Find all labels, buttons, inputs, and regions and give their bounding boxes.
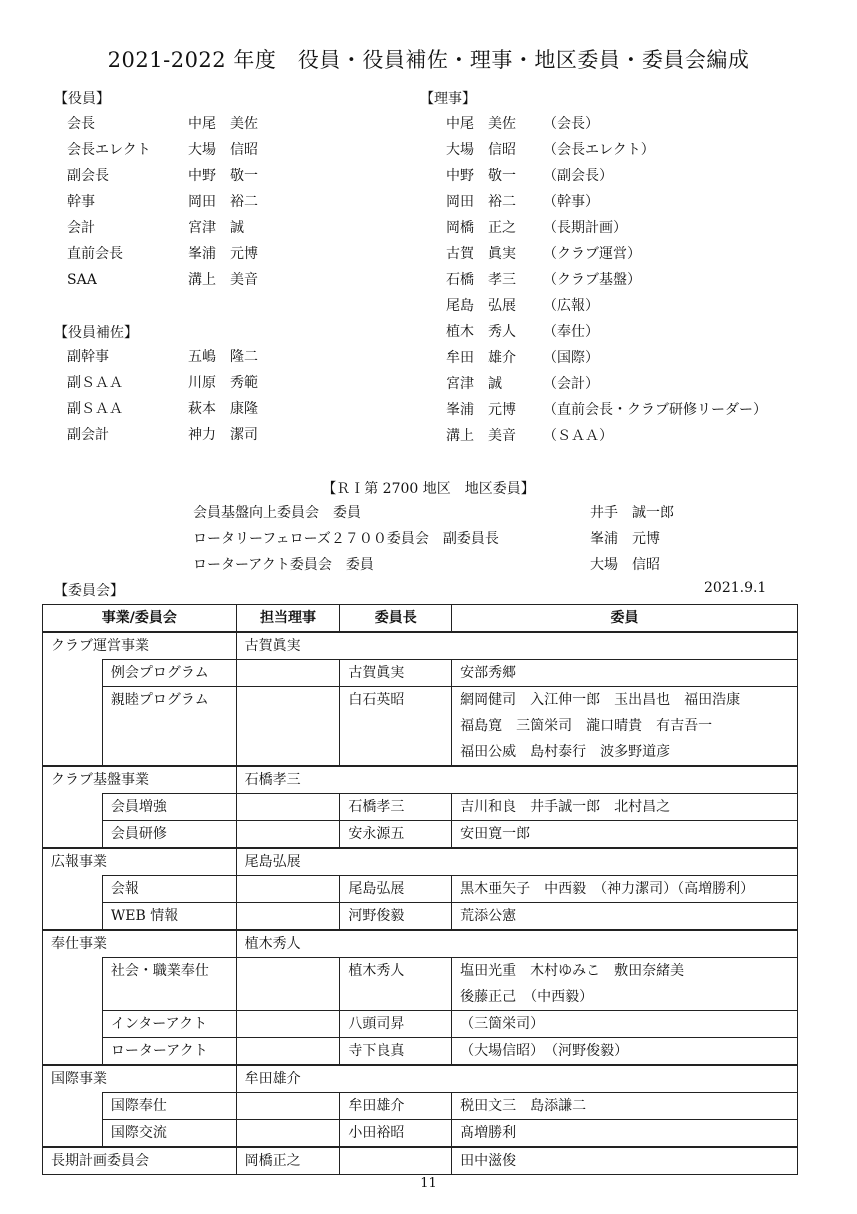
- district-committee: ロータリーフェローズ２７００委員会 副委員長: [193, 531, 499, 547]
- director-name: 大場 信昭: [446, 142, 516, 158]
- assistant-row: [67, 422, 367, 448]
- sub-members: [452, 821, 798, 849]
- director-name: 宮津 誠: [446, 376, 502, 392]
- director-note: （会計）: [543, 376, 599, 392]
- assistant-row: [67, 344, 367, 370]
- director-name: 中野 敬一: [446, 168, 516, 184]
- member-line: 安田寛一郎: [460, 826, 531, 842]
- director-row: [446, 137, 826, 163]
- sub-director: [236, 794, 340, 821]
- member-line: 福島寛 三箇栄司 瀧口晴貴 有吉吾一: [460, 718, 713, 734]
- director-name: 中尾 美佐: [446, 116, 516, 132]
- group-director: 石橋孝三: [236, 766, 797, 794]
- directors-heading: 【理事】: [420, 91, 476, 107]
- member-line: 塩田光重 木村ゆみこ 敷田奈緒美: [460, 963, 685, 979]
- sub-chair: 寺下良真: [340, 1038, 452, 1066]
- director-note: （クラブ基盤）: [543, 272, 641, 288]
- assistant-name: 萩本 康隆: [188, 401, 258, 417]
- page-title: 2021-2022 年度 役員・役員補佐・理事・地区委員・委員会編成: [107, 48, 750, 72]
- committee-sub-row: [43, 1011, 798, 1038]
- director-row: [446, 189, 826, 215]
- sub-chair: 牟田雄介: [340, 1093, 452, 1120]
- member-line: 田中滋俊: [460, 1153, 517, 1169]
- committee-sub-row: [43, 794, 798, 821]
- officer-name: 峯浦 元博: [188, 246, 258, 262]
- assistant-role: 副ＳＡＡ: [67, 401, 123, 417]
- header-director: 担当理事: [236, 605, 340, 633]
- sub-chair: 尾島弘展: [340, 876, 452, 903]
- sub-chair: 石橋孝三: [340, 794, 452, 821]
- assistant-row: [67, 370, 367, 396]
- director-name: 岡田 裕二: [446, 194, 516, 210]
- director-row: [446, 397, 826, 423]
- director-note: （会長）: [543, 116, 599, 132]
- director-name: 牟田 雄介: [446, 350, 516, 366]
- officer-role: SAA: [67, 272, 97, 288]
- officer-name: 中野 敬一: [188, 168, 258, 184]
- sub-name: 親睦プログラム: [102, 687, 236, 767]
- header-chair: 委員長: [340, 605, 452, 633]
- sub-members: [452, 903, 798, 931]
- indent-cell: [43, 821, 103, 849]
- sub-members: [452, 876, 798, 903]
- indent-cell: [43, 1038, 103, 1066]
- assistant-role: 副ＳＡＡ: [67, 375, 123, 391]
- member-line: 荒添公憲: [460, 908, 517, 924]
- assistant-role: 副幹事: [67, 349, 109, 365]
- sub-members: [452, 1120, 798, 1148]
- sub-name: ローターアクト: [102, 1038, 236, 1066]
- officer-row: [67, 189, 367, 215]
- director-name: 石橋 孝三: [446, 272, 516, 288]
- director-row: [446, 293, 826, 319]
- committees-heading: 【委員会】: [54, 583, 124, 599]
- sub-members: [452, 1038, 798, 1066]
- director-note: （国際）: [543, 350, 599, 366]
- director-row: [446, 319, 826, 345]
- committee-group-row: [43, 632, 798, 660]
- member-line: 網岡健司 入江伸一郎 玉出昌也 福田浩康: [460, 692, 741, 708]
- assistant-row: [67, 396, 367, 422]
- committee-last-row: [43, 1147, 798, 1175]
- committee-group-row: [43, 766, 798, 794]
- director-name: 古賀 眞実: [446, 246, 516, 262]
- sub-members: [452, 794, 798, 821]
- last-chair: [340, 1147, 452, 1175]
- indent-cell: [43, 958, 103, 1011]
- committee-group-row: [43, 930, 798, 958]
- sub-members: [452, 1011, 798, 1038]
- district-row: [193, 552, 693, 578]
- director-note: （広報）: [543, 298, 599, 314]
- officer-row: [67, 215, 367, 241]
- director-name: 峯浦 元博: [446, 402, 516, 418]
- assistant-name: 川原 秀範: [188, 375, 258, 391]
- committee-sub-row: [43, 903, 798, 931]
- officer-row: [67, 241, 367, 267]
- sub-members: [452, 1093, 798, 1120]
- sub-director: [236, 660, 340, 687]
- director-row: [446, 215, 826, 241]
- committee-sub-row: [43, 958, 798, 1011]
- sub-director: [236, 821, 340, 849]
- officer-row: [67, 111, 367, 137]
- director-note: （直前会長・クラブ研修リーダー）: [543, 402, 767, 418]
- committee-table: [42, 604, 798, 1175]
- director-note: （副会長）: [543, 168, 613, 184]
- member-line: 福田公威 島村泰行 波多野道彦: [460, 744, 671, 760]
- sub-name: 国際奉仕: [102, 1093, 236, 1120]
- member-line: （三箇栄司）: [460, 1016, 545, 1032]
- director-note: （幹事）: [543, 194, 599, 210]
- committee-sub-row: [43, 1093, 798, 1120]
- member-line: 税田文三 島添謙二: [460, 1098, 587, 1114]
- assistant-name: 五嶋 隆二: [188, 349, 258, 365]
- director-note: （会長エレクト）: [543, 142, 655, 158]
- committee-sub-row: [43, 1120, 798, 1148]
- officer-name: 溝上 美音: [188, 272, 258, 288]
- committee-group-row: [43, 848, 798, 876]
- director-row: [446, 267, 826, 293]
- group-director: 尾島弘展: [236, 848, 797, 876]
- officer-role: 会長: [67, 116, 95, 132]
- committee-group-row: [43, 1065, 798, 1093]
- member-line: 安部秀郷: [460, 665, 517, 681]
- header-members: 委員: [452, 605, 798, 633]
- member-line: 後藤正己 （中西毅）: [460, 989, 594, 1005]
- district-name: 大場 信昭: [590, 557, 660, 573]
- sub-director: [236, 1011, 340, 1038]
- officer-role: 副会長: [67, 168, 109, 184]
- director-note: （ＳＡＡ）: [543, 428, 613, 444]
- sub-name: 会報: [102, 876, 236, 903]
- director-note: （奉仕）: [543, 324, 599, 340]
- committee-sub-row: [43, 660, 798, 687]
- committee-sub-row: [43, 876, 798, 903]
- sub-chair: 古賀眞実: [340, 660, 452, 687]
- sub-chair: 八頭司昇: [340, 1011, 452, 1038]
- officer-role: 会計: [67, 220, 95, 236]
- officer-name: 宮津 誠: [188, 220, 244, 236]
- committee-sub-row: [43, 687, 798, 767]
- sub-chair: 安永源五: [340, 821, 452, 849]
- sub-name: 会員増強: [102, 794, 236, 821]
- district-name: 峯浦 元博: [590, 531, 660, 547]
- group-name: 奉仕事業: [43, 930, 237, 958]
- director-note: （クラブ運営）: [543, 246, 641, 262]
- director-row: [446, 371, 826, 397]
- sub-director: [236, 1120, 340, 1148]
- indent-cell: [43, 1093, 103, 1120]
- director-row: [446, 111, 826, 137]
- indent-cell: [43, 1011, 103, 1038]
- header-committee: 事業/委員会: [43, 605, 237, 633]
- sub-director: [236, 876, 340, 903]
- last-members: [452, 1147, 798, 1175]
- director-row: [446, 345, 826, 371]
- member-line: （大場信昭） （河野俊毅）: [460, 1043, 629, 1059]
- district-heading: 【ＲＩ第 2700 地区 地区委員】: [322, 481, 535, 497]
- indent-cell: [43, 794, 103, 821]
- assistant-name: 神力 潔司: [188, 427, 258, 443]
- sub-chair: 小田裕昭: [340, 1120, 452, 1148]
- district-committee: ローターアクト委員会 委員: [193, 557, 374, 573]
- sub-name: 国際交流: [102, 1120, 236, 1148]
- indent-cell: [43, 876, 103, 903]
- district-row: [193, 500, 693, 526]
- assistant-role: 副会計: [67, 427, 109, 443]
- group-name: クラブ運営事業: [43, 632, 237, 660]
- indent-cell: [43, 1120, 103, 1148]
- district-row: [193, 526, 693, 552]
- officer-name: 大場 信昭: [188, 142, 258, 158]
- director-row: [446, 241, 826, 267]
- sub-name: 会員研修: [102, 821, 236, 849]
- group-name: クラブ基盤事業: [43, 766, 237, 794]
- officer-role: 会長エレクト: [67, 142, 151, 158]
- director-note: （長期計画）: [543, 220, 627, 236]
- sub-director: [236, 903, 340, 931]
- sub-director: [236, 1093, 340, 1120]
- sub-director: [236, 1038, 340, 1066]
- indent-cell: [43, 660, 103, 687]
- sub-name: WEB 情報: [102, 903, 236, 931]
- committees-date: 2021.9.1: [704, 580, 767, 596]
- director-name: 植木 秀人: [446, 324, 516, 340]
- sub-chair: 白石英昭: [340, 687, 452, 767]
- district-committee: 会員基盤向上委員会 委員: [193, 505, 361, 521]
- officer-row: [67, 163, 367, 189]
- officer-name: 中尾 美佐: [188, 116, 258, 132]
- sub-director: [236, 687, 340, 767]
- group-name: 国際事業: [43, 1065, 237, 1093]
- sub-name: 社会・職業奉仕: [102, 958, 236, 1011]
- director-name: 尾島 弘展: [446, 298, 516, 314]
- member-line: 髙増勝利: [460, 1125, 517, 1141]
- group-director: 牟田雄介: [236, 1065, 797, 1093]
- director-name: 岡橋 正之: [446, 220, 516, 236]
- director-row: [446, 163, 826, 189]
- director-row: [446, 423, 826, 449]
- officer-name: 岡田 裕二: [188, 194, 258, 210]
- officer-role: 幹事: [67, 194, 95, 210]
- sub-members: [452, 687, 798, 767]
- sub-name: 例会プログラム: [102, 660, 236, 687]
- member-line: 吉川和良 井手誠一郎 北村昌之: [460, 799, 671, 815]
- assistants-heading: 【役員補佐】: [54, 325, 138, 341]
- officers-heading: 【役員】: [54, 91, 110, 107]
- indent-cell: [43, 687, 103, 767]
- sub-director: [236, 958, 340, 1011]
- officer-role: 直前会長: [67, 246, 123, 262]
- director-name: 溝上 美音: [446, 428, 516, 444]
- officer-row: [67, 267, 367, 293]
- district-name: 井手 誠一郎: [590, 505, 674, 521]
- sub-members: [452, 660, 798, 687]
- committee-sub-row: [43, 821, 798, 849]
- last-director: 岡橋正之: [236, 1147, 340, 1175]
- sub-chair: 河野俊毅: [340, 903, 452, 931]
- page-number: 11: [420, 1176, 437, 1191]
- group-director: 植木秀人: [236, 930, 797, 958]
- indent-cell: [43, 903, 103, 931]
- member-line: 黒木亜矢子 中西毅 （神力潔司）（高増勝利）: [460, 881, 755, 897]
- last-name: 長期計画委員会: [43, 1147, 237, 1175]
- group-director: 古賀眞実: [236, 632, 797, 660]
- sub-name: インターアクト: [102, 1011, 236, 1038]
- committee-sub-row: [43, 1038, 798, 1066]
- sub-chair: 植木秀人: [340, 958, 452, 1011]
- sub-members: [452, 958, 798, 1011]
- group-name: 広報事業: [43, 848, 237, 876]
- officer-row: [67, 137, 367, 163]
